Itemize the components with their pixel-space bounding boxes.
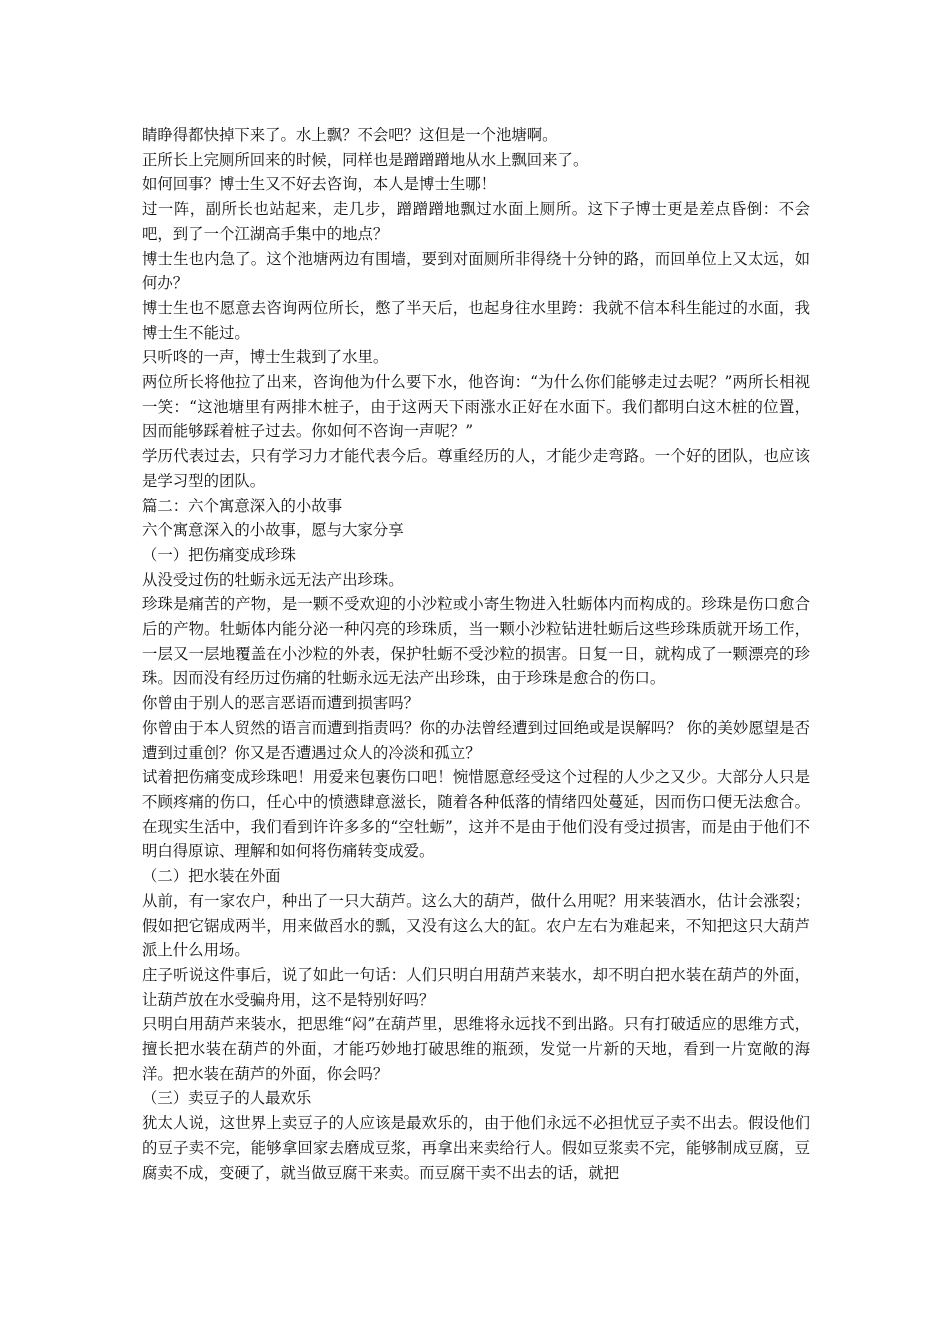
paragraph: 正所长上完厕所回来的时候，同样也是蹭蹭蹭地从水上飘回来了。 <box>142 150 589 169</box>
paragraph: 庄子听说这件事后，说了如此一句话：人们只明白用葫芦来装水，却不明白把水装在葫芦的外面，让葫芦放在水受骗舟用，这不是特别好吗？ <box>142 965 810 1009</box>
paragraph: 珍珠是痛苦的产物，是一颗不受欢迎的小沙粒或小寄生物进入牡蛎体内而构成的。珍珠是伤口愈合后的产物。牡蛎体内能分泌一种闪亮的珍珠质，当一颗小沙粒钻进牡蛎后这些珍珠质就开场工作，一层又一层地覆盖在小沙粒的外表，保护牡蛎不受沙粒的损害。日复一日，就构成了一颗漂亮的珍珠。因而没有经历过伤痛的牡蛎永远无法产出珍珠，由于珍珠是愈合的伤口。 <box>142 595 810 688</box>
paragraph: 两位所长将他拉了出来，咨询他为什么要下水，他咨询：“为什么你们能够走过去呢？”两所长相视一笑：“这池塘里有两排木桩子，由于这两天下雨涨水正好在水面下。我们都明白这木桩的位置，因而能够踩着桩子过去。你如何不咨询一声呢？” <box>142 373 810 441</box>
paragraph: 只听咚的一声，博士生栽到了水里。 <box>142 348 389 367</box>
story-heading: （二）把水装在外面 <box>142 867 281 886</box>
paragraph: 博士生也内急了。这个池塘两边有围墙，要到对面厕所非得绕十分钟的路，而回单位上又太远，如何办？ <box>142 249 810 293</box>
paragraph: 你曾由于别人的恶言恶语而遭到损害吗？ <box>142 694 420 713</box>
paragraph: 犹太人说，这世界上卖豆子的人应该是最欢乐的，由于他们永远不必担忧豆子卖不出去。假设他们的豆子卖不完，能够拿回家去磨成豆浆，再拿出来卖给行人。假如豆浆卖不完，能够制成豆腐，豆腐卖不成，变硬了，就当做豆腐干来卖。而豆腐干卖不出去的话，就把 <box>142 1114 810 1182</box>
story-heading: （一）把伤痛变成珍珠 <box>142 545 296 564</box>
paragraph: 如何回事？博士生又不好去咨询，本人是博士生哪！ <box>142 175 496 194</box>
paragraph: 学历代表过去，只有学习力才能代表今后。尊重经历的人，才能少走弯路。一个好的团队，也应该是学习型的团队。 <box>142 447 810 490</box>
paragraph: 你曾由于本人贸然的语言而遭到指责吗？你的办法曾经遭到过回绝或是误解吗？ 你的美妙愿望是否遭到过重创？你又是否遭遇过众人的冷淡和孤立？ <box>142 718 810 762</box>
paragraph: 从前，有一家农户，种出了一只大葫芦。这么大的葫芦，做什么用呢？用来装酒水，估计会涨裂；假如把它锯成两半，用来做舀水的瓢，又没有这么大的缸。农户左右为难起来，不知把这只大葫芦派上什么用场。 <box>142 891 810 960</box>
paragraph: 博士生也不愿意去咨询两位所长，憋了半天后，也起身往水里跨：我就不信本科生能过的水面，我博士生不能过。 <box>142 298 810 342</box>
paragraph: 从没受过伤的牡蛎永远无法产出珍珠。 <box>142 570 404 589</box>
document-body <box>142 123 810 1185</box>
paragraph: 只明白用葫芦来装水，把思维“闷”在葫芦里，思维将永远找不到出路。只有打破适应的思维方式，擅长把水装在葫芦的外面，才能巧妙地打破思维的瓶颈，发觉一片新的天地，看到一片宽敞的海洋。把水装在葫芦的外面，你会吗？ <box>142 1015 810 1083</box>
paragraph: 六个寓意深入的小故事，愿与大家分享 <box>142 521 404 540</box>
paragraph: 过一阵，副所长也站起来，走几步，蹭蹭蹭地飘过水面上厕所。这下子博士更是差点昏倒：不会吧，到了一个江湖高手集中的地点？ <box>142 200 810 243</box>
story-heading: （三）卖豆子的人最欢乐 <box>142 1089 312 1108</box>
paragraph: 试着把伤痛变成珍珠吧！用爱来包裹伤口吧！惋惜愿意经受这个过程的人少之又少。大部分人只是不顾疼痛的伤口，任心中的愤懑肆意滋长，随着各种低落的情绪四处蔓延，因而伤口便无法愈合。在现实生活中，我们看到许许多多的“空牡蛎”，这并不是由于他们没有受过损害，而是由于他们不明白得原谅、理解和如何将伤痛转变成爱。 <box>142 768 810 861</box>
paragraph: 睛睁得都快掉下来了。水上飘？不会吧？这但是一个池塘啊。 <box>142 126 558 144</box>
section-heading: 篇二：六个寓意深入的小故事 <box>142 496 343 515</box>
